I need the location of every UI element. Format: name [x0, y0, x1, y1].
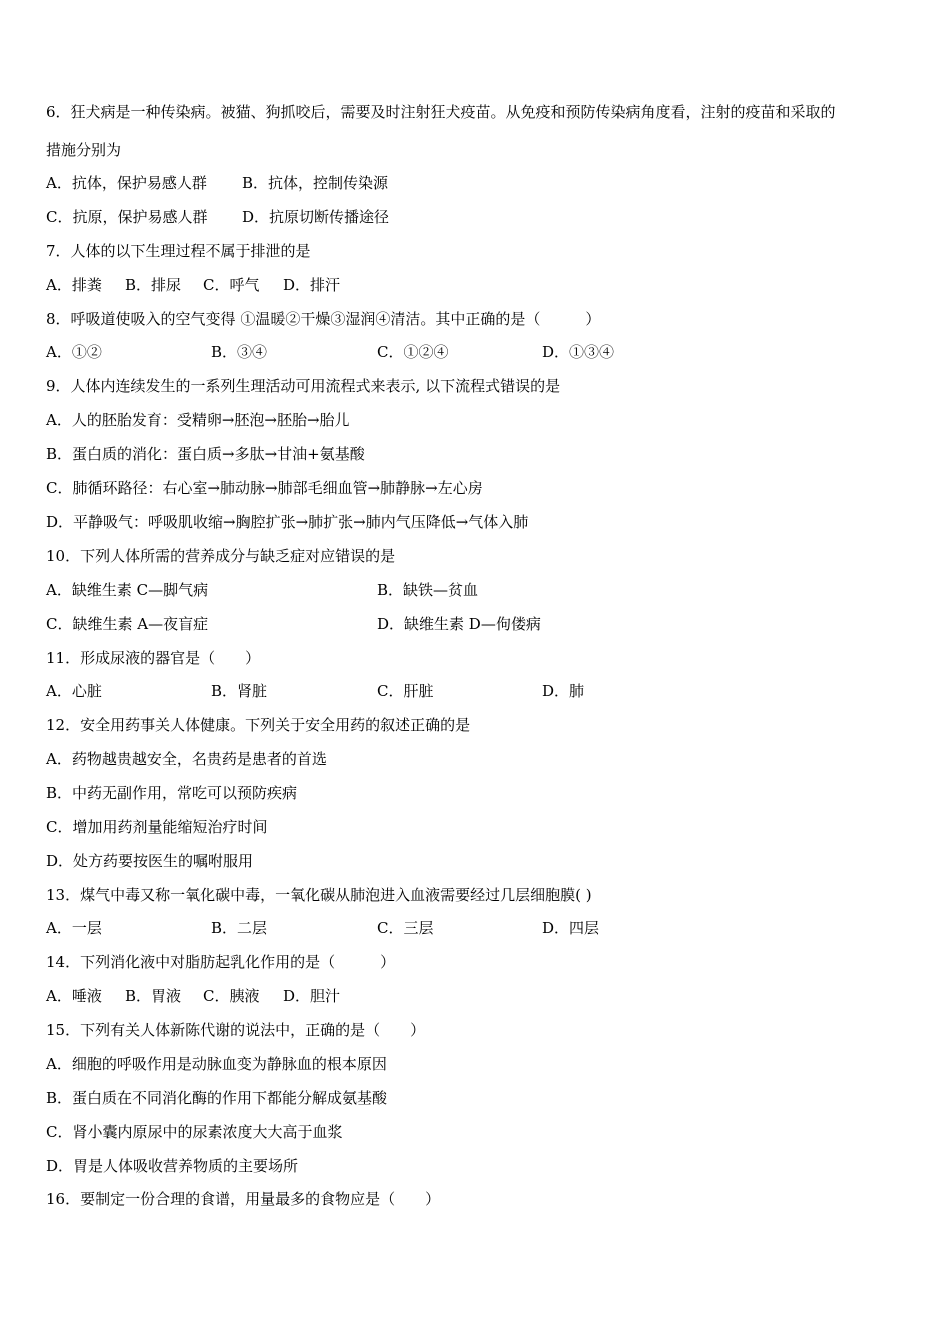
q8-option-c: C．①②④ — [377, 343, 449, 361]
q12-stem: 12．安全用药事关人体健康。下列关于安全用药的叙述正确的是 — [46, 716, 471, 734]
q13-stem: 13．煤气中毒又称一氧化碳中毒，一氧化碳从肺泡进入血液需要经过几层细胞膜( ) — [46, 886, 592, 904]
q12-option-a: A．药物越贵越安全，名贵药是患者的首选 — [46, 750, 327, 768]
q11-option-c: C．肝脏 — [377, 682, 434, 700]
q11-option-b: B．肾脏 — [211, 682, 268, 700]
q8-option-b: B．③④ — [211, 343, 268, 361]
q10-option-d: D．缺维生素 D—佝偻病 — [377, 615, 541, 633]
q6-option-c: C．抗原，保护易感人群 — [46, 208, 208, 226]
q10-option-c: C．缺维生素 A—夜盲症 — [46, 615, 209, 633]
q7-option-b: B．排尿 — [125, 276, 182, 294]
q9-option-c: C．肺循环路径：右心室→肺动脉→肺部毛细血管→肺静脉→左心房 — [46, 479, 483, 497]
q7-option-c: C．呼气 — [203, 276, 260, 294]
q6-option-a: A．抗体，保护易感人群 — [46, 174, 207, 192]
q6-option-b: B．抗体，控制传染源 — [242, 174, 389, 192]
q12-option-b: B．中药无副作用，常吃可以预防疾病 — [46, 784, 298, 802]
q12-option-d: D．处方药要按医生的嘱咐服用 — [46, 852, 254, 870]
q15-option-b: B．蛋白质在不同消化酶的作用下都能分解成氨基酸 — [46, 1089, 388, 1107]
q14-option-c: C．胰液 — [203, 987, 260, 1005]
q9-stem: 9．人体内连续发生的一系列生理活动可用流程式来表示, 以下流程式错误的是 — [46, 377, 561, 395]
q10-option-b: B．缺铁—贫血 — [377, 581, 479, 599]
q11-option-d: D．肺 — [542, 682, 585, 700]
q13-option-a: A．一层 — [46, 919, 102, 937]
q13-option-b: B．二层 — [211, 919, 268, 937]
q8-option-d: D．①③④ — [542, 343, 615, 361]
q14-option-b: B．胃液 — [125, 987, 182, 1005]
q13-option-c: C．三层 — [377, 919, 434, 937]
q16-stem: 16．要制定一份合理的食谱，用量最多的食物应是（ ） — [46, 1190, 441, 1208]
q14-option-a: A．唾液 — [46, 987, 102, 1005]
q14-stem: 14．下列消化液中对脂肪起乳化作用的是（ ） — [46, 953, 396, 971]
q9-option-a: A．人的胚胎发育：受精卵→胚泡→胚胎→胎儿 — [46, 411, 350, 429]
q10-option-a: A．缺维生素 C—脚气病 — [46, 581, 209, 599]
q14-option-d: D．胆汁 — [283, 987, 341, 1005]
q10-stem: 10．下列人体所需的营养成分与缺乏症对应错误的是 — [46, 547, 396, 565]
q6-stem-line1: 6．狂犬病是一种传染病。被猫、狗抓咬后，需要及时注射狂犬疫苗。从免疫和预防传染病角度看，注射的疫苗和采取的 — [46, 103, 836, 121]
q12-option-c: C．增加用药剂量能缩短治疗时间 — [46, 818, 268, 836]
q11-option-a: A．心脏 — [46, 682, 102, 700]
q15-option-c: C．肾小囊内原尿中的尿素浓度大大高于血浆 — [46, 1123, 343, 1141]
q13-option-d: D．四层 — [542, 919, 600, 937]
q6-option-d: D．抗原切断传播途径 — [242, 208, 390, 226]
q15-option-a: A．细胞的呼吸作用是动脉血变为静脉血的根本原因 — [46, 1055, 387, 1073]
q15-stem: 15．下列有关人体新陈代谢的说法中，正确的是（ ） — [46, 1021, 426, 1039]
q7-option-d: D．排汗 — [283, 276, 341, 294]
q7-stem: 7．人体的以下生理过程不属于排泄的是 — [46, 242, 311, 260]
q8-option-a: A．①② — [46, 343, 102, 361]
q6-stem-line2: 措施分别为 — [46, 141, 122, 159]
q9-option-b: B．蛋白质的消化：蛋白质→多肽→甘油+氨基酸 — [46, 445, 365, 463]
q11-stem: 11．形成尿液的器官是（ ） — [46, 649, 261, 667]
q9-option-d: D．平静吸气：呼吸肌收缩→胸腔扩张→肺扩张→肺内气压降低→气体入肺 — [46, 513, 529, 531]
q8-stem: 8．呼吸道使吸入的空气变得 ①温暖②干燥③湿润④清洁。其中正确的是（ ） — [46, 310, 601, 328]
q7-option-a: A．排粪 — [46, 276, 102, 294]
q15-option-d: D．胃是人体吸收营养物质的主要场所 — [46, 1157, 299, 1175]
